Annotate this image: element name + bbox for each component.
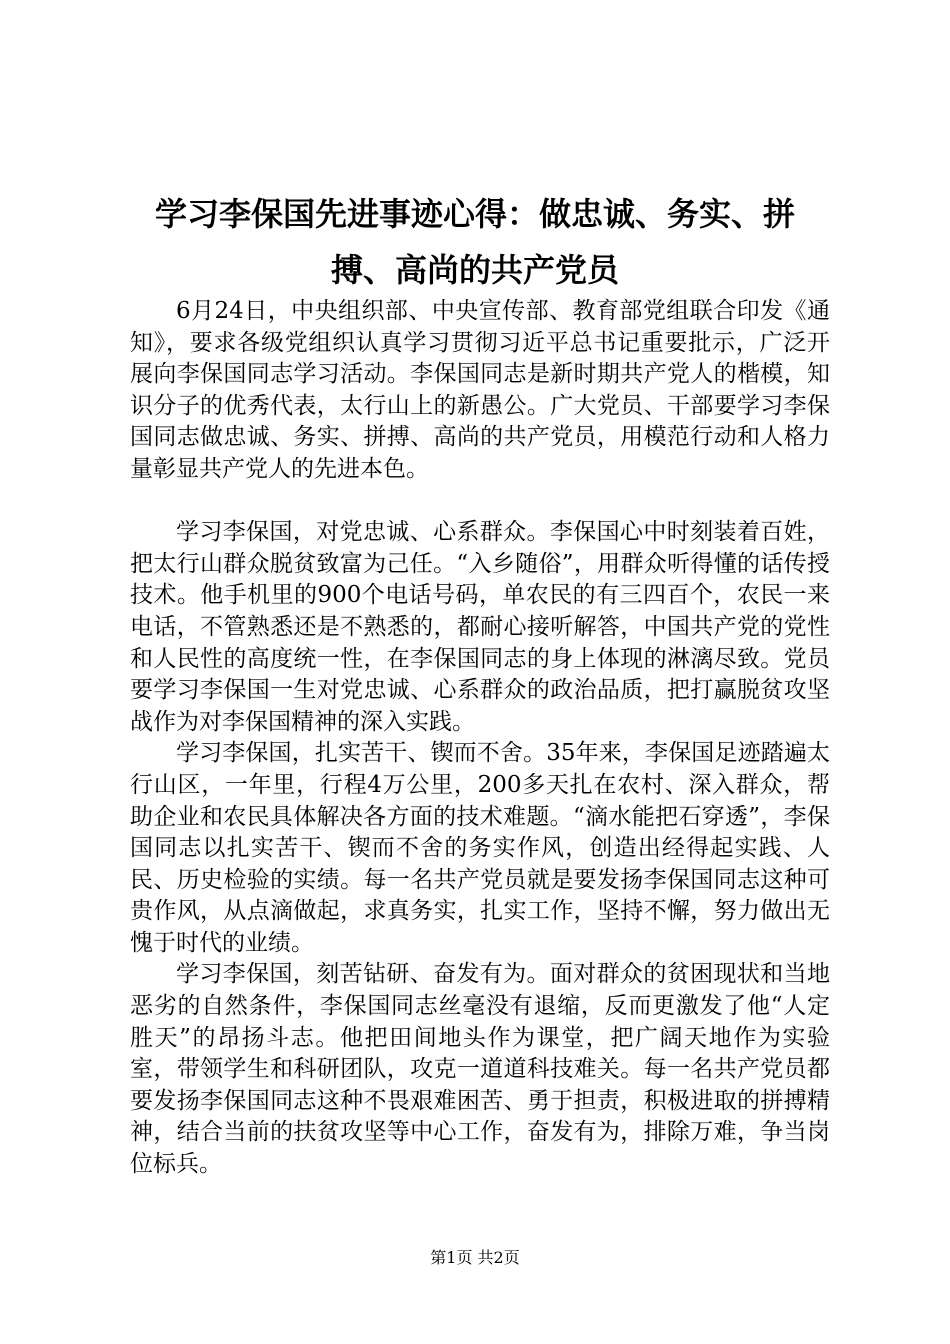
document-title	[115, 186, 835, 298]
paragraph-diligence: 学习李保国，刻苦钻研、奋发有为。面对群众的贫困现状和当地恶劣的自然条件，李保国同志丝毫没有退缩，反而更激发了他“人定胜天”的昂扬斗志。他把田间地头作为课堂，把广阔天地作为实验室，带领学生和科研团队，攻克一道道科技难关。每一名共产党员都要发扬李保国同志这种不畏艰难困苦、勇于担责，积极进取的拼搏精神，结合当前的扶贫攻坚等中心工作，奋发有为，排除万难，争当岗位标兵。	[130, 961, 830, 1178]
paragraph-loyalty: 学习李保国，对党忠诚、心系群众。李保国心中时刻装着百姓，把太行山群众脱贫致富为己任。“入乡随俗”，用群众听得懂的话传授技术。他手机里的900个电话号码，单农民的有三四百个，农民一来电话，不管熟悉还是不熟悉的，都耐心接听解答，中国共产党的党性和人民性的高度统一性，在李保国同志的身上体现的淋漓尽致。党员要学习李保国一生对党忠诚、心系群众的政治品质，把打赢脱贫攻坚战作为对李保国精神的深入实践。	[130, 519, 830, 735]
paragraph-hard-work: 学习李保国，扎实苦干、锲而不舍。35年来，李保国足迹踏遍太行山区，一年里，行程4万公里，200多天扎在农村、深入群众，帮助企业和农民具体解决各方面的技术难题。“滴水能把石穿透”，李保国同志以扎实苦干、锲而不舍的务实作风，创造出经得起实践、人民、历史检验的实绩。每一名共产党员就是要发扬李保国同志这种可贵作风，从点滴做起，求真务实，扎实工作，坚持不懈，努力做出无愧于时代的业绩。	[130, 740, 830, 956]
page-number: 第1页 共2页	[430, 1248, 520, 1267]
title-line-1: 学习李保国先进事迹心得：做忠诚、务实、拼	[154, 195, 795, 233]
document-body	[130, 296, 830, 1181]
paragraph-intro: 6月24日，中央组织部、中央宣传部、教育部党组联合印发《通知》，要求各级党组织认真学习贯彻习近平总书记重要批示，广泛开展向李保国同志学习活动。李保国同志是新时期共产党人的楷模，知识分子的优秀代表，太行山上的新愚公。广大党员、干部要学习李保国同志做忠诚、务实、拼搏、高尚的共产党员，用模范行动和人格力量彰显共产党人的先进本色。	[130, 298, 830, 482]
title-line-2: 搏、高尚的共产党员	[330, 251, 619, 289]
